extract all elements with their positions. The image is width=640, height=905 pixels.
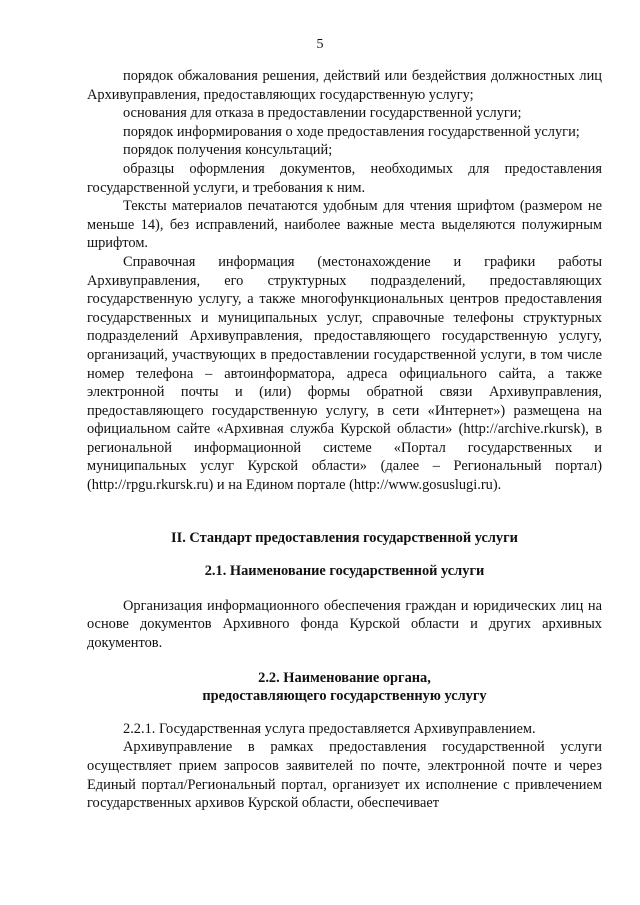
subsection-2-1-text: Организация информационного обеспечения граждан и юридических лиц на основе документов Архивного фонда Курской области и других архивных документов. [87,597,602,652]
intro-item-document-samples: образцы оформления документов, необходимых для предоставления государственной услуги, и требования к ним. [87,160,602,196]
intro-item-refusal-grounds: основания для отказа в предоставлении государственной услуги; [123,105,522,122]
subsection-2-2-para1: 2.2.1. Государственная услуга предоставляется Архивуправлением. [123,720,536,737]
subsection-2-2-para2: Архивуправление в рамках предоставления государственной услуги осуществляет прием запросов заявителей по почте, электронной почте и через Единый портал/Региональный портал, организует их исполнение с привлечением государственных архивов Курской области, обеспечивает [87,739,602,812]
subsection-2-2-title-line2: предоставляющего государственную услугу [202,688,487,705]
reference-info-paragraph: Справочная информация (местонахождение и графики работы Архивуправления, его структурных подразделений, предоставляющих государственную услугу, а также многофункциональных центров предоставления государственных и муниципальных услуг, справочные телефоны структурных подразделений Архивуправления, предоставляющего государственную услугу, организаций, участвующих в предоставлении государственной услуги, в том числе номер телефона – автоинформатора, адреса официального сайта, а также электронной почты и (или) формы обратной связи Архивуправления, предоставляющего государственную услугу, в сети «Интернет») размещена на официальном сайте «Архивная служба Курской области» (http://archive.rkursk), в региональной информационной системе «Портал государственных и муниципальных услуг Курской области» (далее – Региональный портал) (http://rpgu.rkursk.ru) и на Едином портале (http://www.gosuslugi.ru). [87,253,602,494]
intro-item-appeal: порядок обжалования решения, действий или бездействия должностных лиц Архивуправления, предоставляющих государственную услугу; [87,68,602,103]
subsection-2-2-title-line1: 2.2. Наименование органа, [258,669,431,686]
intro-item-consultations: порядок получения консультаций; [123,142,333,159]
document-body [87,67,602,813]
intro-item-progress-info: порядок информирования о ходе предоставления государственной услуги; [123,123,580,140]
page-number: 5 [316,37,324,52]
subsection-2-1-title: 2.1. Наименование государственной услуги [204,563,485,580]
materials-paragraph: Тексты материалов печатаются удобным для чтения шрифтом (размером не меньше 14), без исправлений, наиболее важные места выделяются полужирным шрифтом. [87,198,602,252]
section-title: II. Стандарт предоставления государственной услуги [171,529,518,546]
